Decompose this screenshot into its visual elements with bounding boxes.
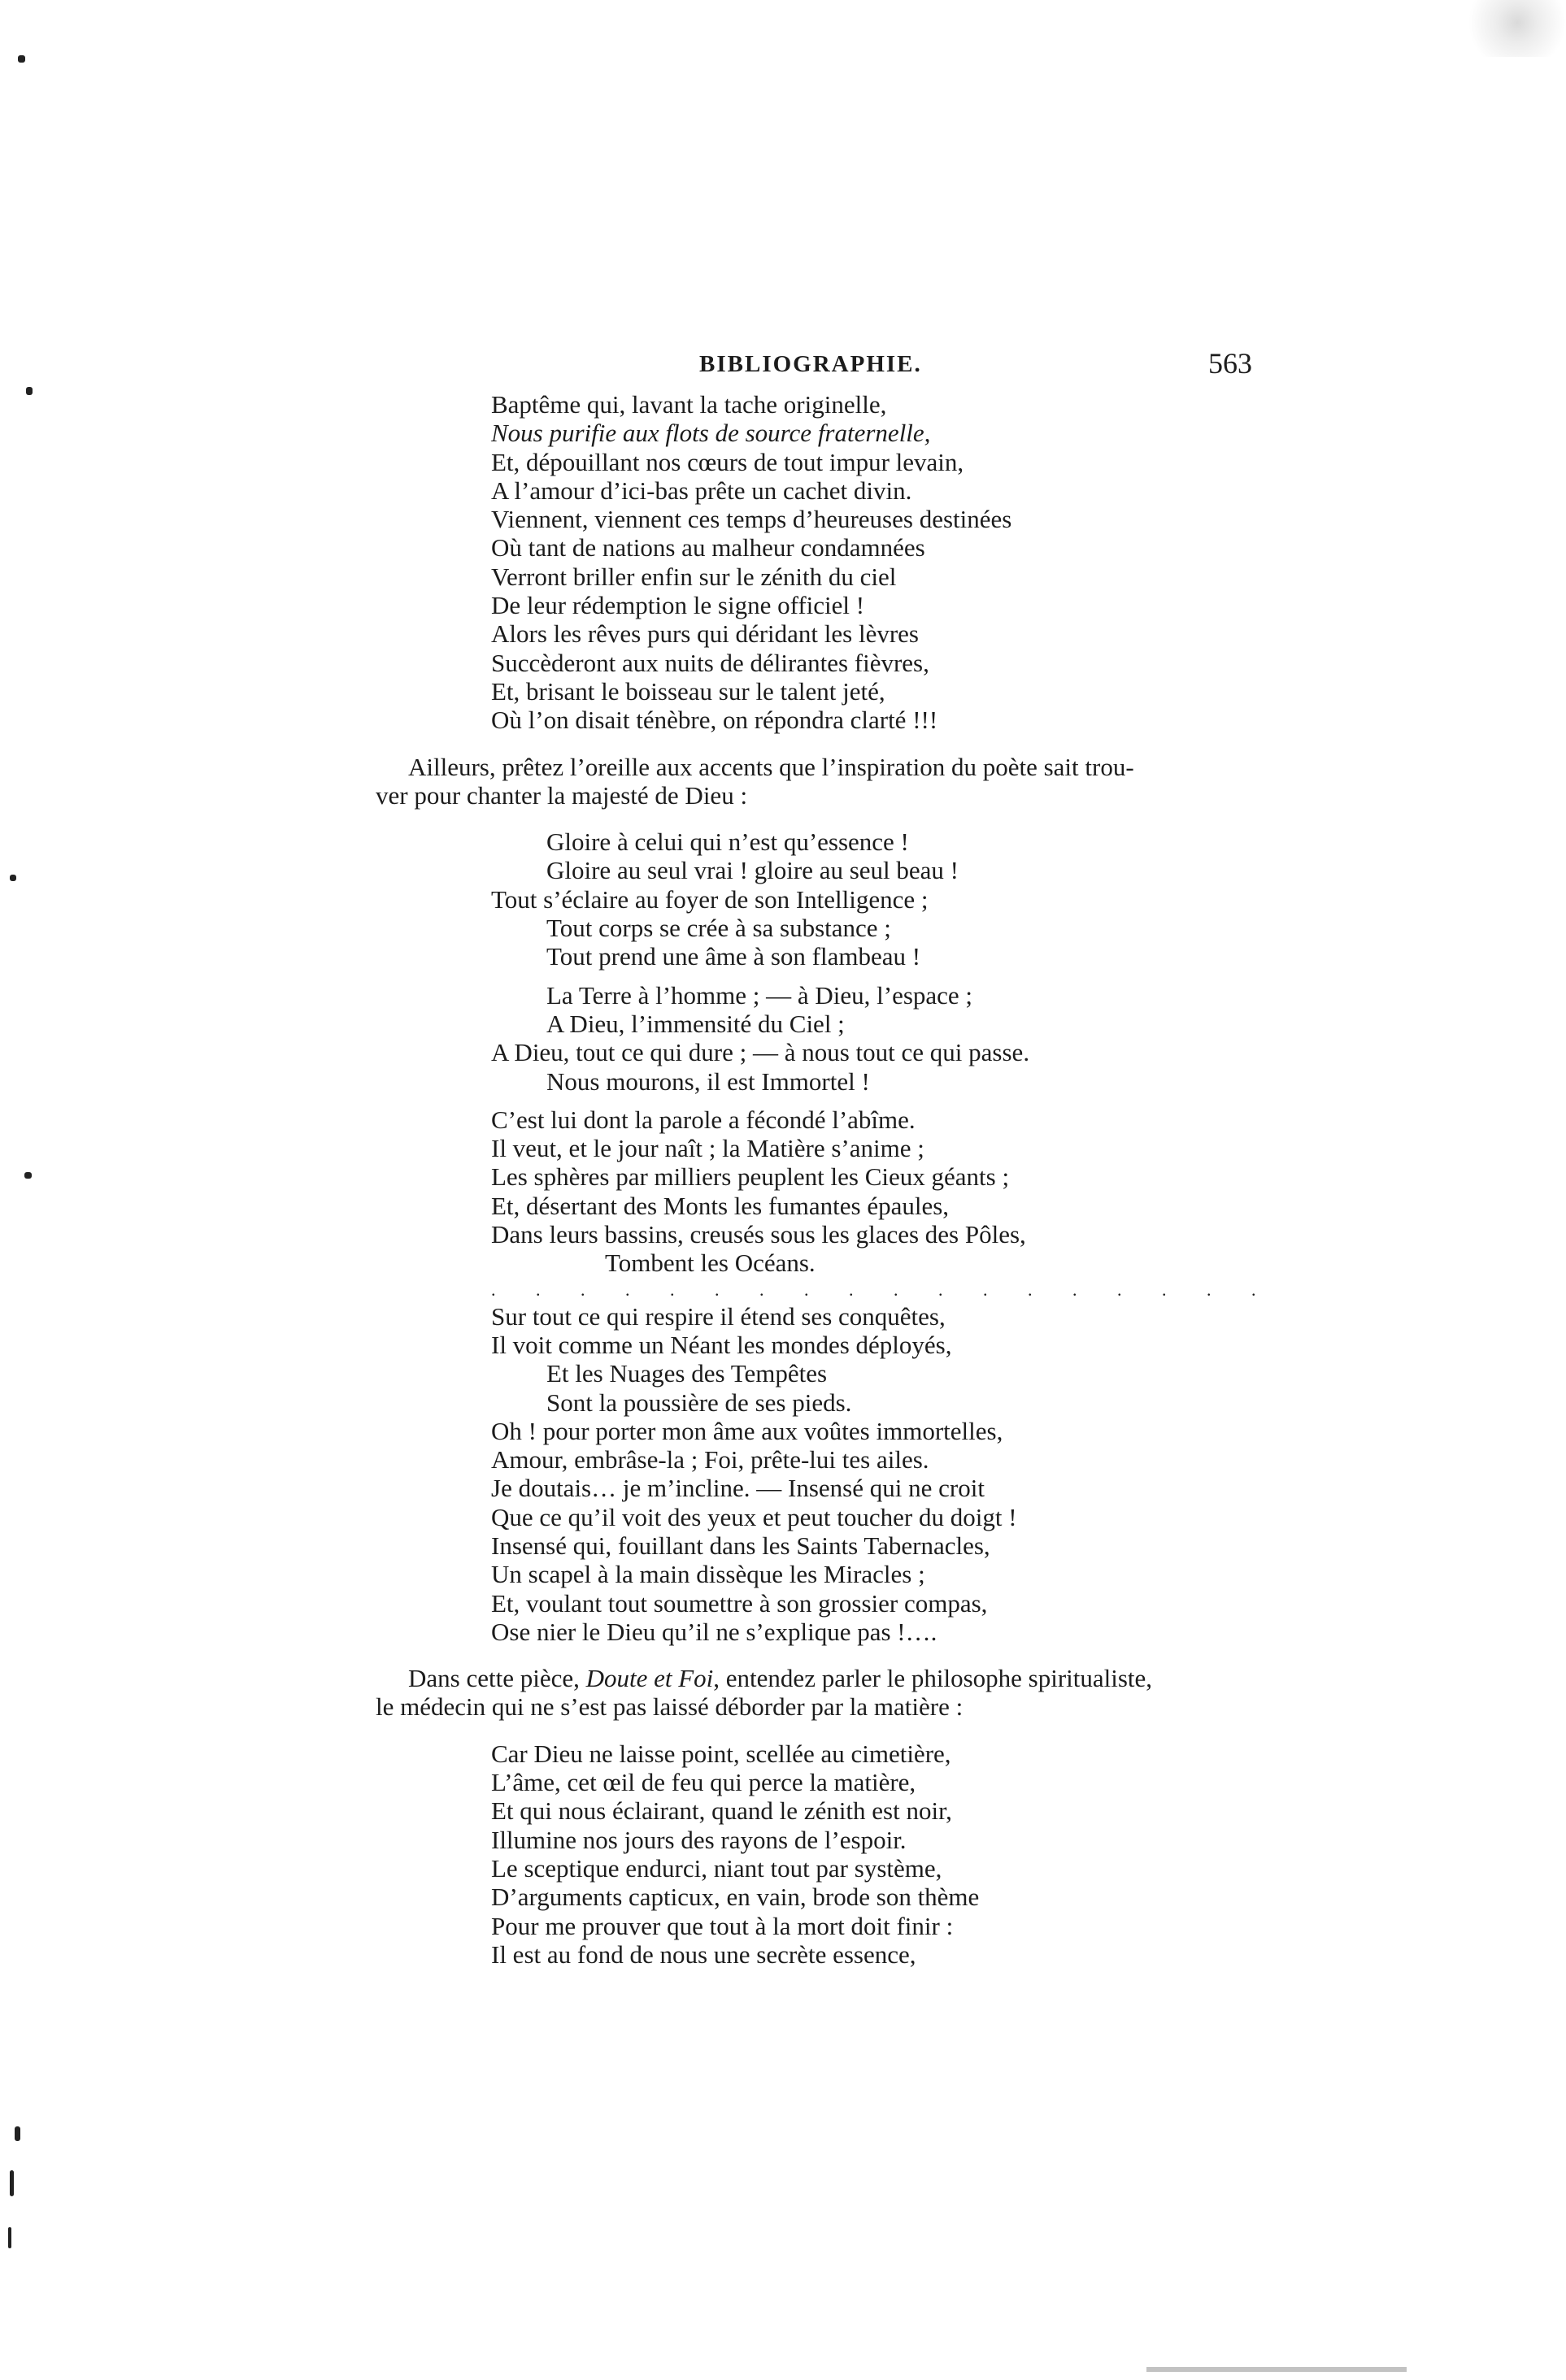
verse-line: Les sphères par milliers peuplent les Cieux géants ;	[491, 1162, 1010, 1192]
verse-line: Gloire au seul vrai ! gloire au seul beau !	[546, 856, 959, 885]
verse-line: Pour me prouver que tout à la mort doit finir :	[491, 1911, 954, 1940]
verse-line: Et qui nous éclairant, quand le zénith est noir,	[491, 1796, 952, 1826]
verse-line: Et, brisant le boisseau sur le talent jeté,	[491, 676, 885, 706]
margin-mark	[26, 387, 33, 395]
verse-line: Succèderont aux nuits de délirantes fièvres,	[491, 648, 929, 677]
running-title: BIBLIOGRAPHIE.	[699, 351, 922, 377]
margin-mark	[8, 2227, 11, 2248]
verse-line: Illumine nos jours des rayons de l’espoir.	[491, 1825, 907, 1854]
margin-mark	[10, 2170, 14, 2196]
verse-line: Il veut, et le jour naît ; la Matière s’anime ;	[491, 1134, 924, 1163]
page-header	[699, 347, 1252, 387]
poem-excerpt-2	[325, 827, 1285, 1646]
prose-paragraph-1	[325, 753, 1285, 810]
verse-line: Tout prend une âme à son flambeau !	[546, 942, 921, 971]
margin-mark	[24, 1172, 32, 1179]
verse-line: Le sceptique endurci, niant tout par système,	[491, 1853, 942, 1883]
verse-line: Tombent les Océans.	[605, 1249, 816, 1278]
verse-line: Nous mourons, il est Immortel !	[546, 1066, 870, 1096]
verse-line: A Dieu, tout ce qui dure ; — à nous tout ce qui passe.	[491, 1038, 1030, 1067]
verse-line: Dans leurs bassins, creusés sous les glaces des Pôles,	[491, 1220, 1026, 1249]
margin-mark	[18, 55, 25, 63]
prose-line: ver pour chanter la majesté de Dieu :	[376, 780, 748, 810]
scan-smudge	[1146, 2367, 1407, 2372]
verse-line: La Terre à l’homme ; — à Dieu, l’espace ;	[546, 980, 973, 1010]
verse-line: Tout corps se crée à sa substance ;	[546, 914, 891, 943]
verse-line: Alors les rêves purs qui déridant les lèvres	[491, 619, 920, 649]
verse-line: Il voit comme un Néant les mondes déployés,	[491, 1330, 952, 1359]
verse-line: Viennent, viennent ces temps d’heureuses destinées	[491, 505, 1012, 534]
poem-excerpt-1	[325, 390, 1285, 735]
verse-line: Ose nier le Dieu qu’il ne s’explique pas !….	[491, 1617, 937, 1646]
verse-line: Et, désertant des Monts les fumantes épaules,	[491, 1191, 950, 1220]
verse-line: L’âme, cet œil de feu qui perce la matière,	[491, 1768, 916, 1797]
prose-line: Ailleurs, prêtez l’oreille aux accents que l’inspiration du poète sait trou-	[408, 752, 1134, 781]
verse-line: A l’amour d’ici-bas prête un cachet divin.	[491, 476, 912, 505]
margin-mark	[15, 2126, 20, 2141]
work-title: Doute et Foi	[585, 1664, 714, 1693]
verse-line: Nous purifie aux flots de source fraternelle,	[491, 419, 931, 448]
verse-line: Gloire à celui qui n’est qu’essence !	[546, 827, 909, 857]
page-number: 563	[1208, 347, 1252, 380]
verse-line: Et, dépouillant nos cœurs de tout impur levain,	[491, 447, 964, 476]
verse-line: Que ce qu’il voit des yeux et peut toucher du doigt !	[491, 1502, 1017, 1531]
scan-speck	[1444, 0, 1566, 57]
prose-line: le médecin qui ne s’est pas laissé déborder par la matière :	[376, 1692, 964, 1722]
verse-line: Il est au fond de nous une secrète essence,	[491, 1939, 916, 1969]
verse-line: Un scapel à la main dissèque les Miracles ;	[491, 1560, 925, 1589]
poem-excerpt-3	[325, 1739, 1285, 1969]
verse-line: D’arguments capticux, en vain, brode son thème	[491, 1883, 980, 1912]
verse-line: Insensé qui, fouillant dans les Saints Tabernacles,	[491, 1531, 990, 1560]
verse-line: Et, voulant tout soumettre à son grossier compas,	[491, 1588, 988, 1618]
verse-line: Où l’on disait ténèbre, on répondra clarté !!!	[491, 706, 938, 735]
verse-line: Verront briller enfin sur le zénith du ciel	[491, 562, 897, 591]
page-body	[325, 390, 1285, 1969]
verse-line: A Dieu, l’immensité du Ciel ;	[546, 1009, 845, 1038]
verse-line: Baptême qui, lavant la tache originelle,	[491, 390, 887, 419]
verse-line: Oh ! pour porter mon âme aux voûtes immortelles,	[491, 1416, 1003, 1445]
margin-mark	[10, 875, 16, 881]
verse-line: Sont la poussière de ses pieds.	[546, 1388, 852, 1417]
verse-line: Je doutais… je m’incline. — Insensé qui ne croit	[491, 1474, 985, 1503]
verse-line: Car Dieu ne laisse point, scellée au cimetière,	[491, 1739, 951, 1768]
verse-line: Où tant de nations au malheur condamnées	[491, 533, 925, 562]
prose-paragraph-2	[325, 1664, 1285, 1722]
verse-line: Et les Nuages des Tempêtes	[546, 1359, 828, 1388]
ellipsis-line: . . . . . . . . . . . . . . . . . .	[491, 1279, 1274, 1300]
verse-line: De leur rédemption le signe officiel !	[491, 591, 865, 620]
verse-line: Amour, embrâse-la ; Foi, prête-lui tes ailes.	[491, 1445, 929, 1474]
verse-line: Tout s’éclaire au foyer de son Intelligence ;	[491, 884, 929, 914]
prose-line: Dans cette pièce, Doute et Foi, entendez parler le philosophe spiritualiste,	[408, 1664, 1153, 1693]
verse-line: Sur tout ce qui respire il étend ses conquêtes,	[491, 1301, 946, 1331]
verse-line: C’est lui dont la parole a fécondé l’abîme.	[491, 1105, 916, 1134]
